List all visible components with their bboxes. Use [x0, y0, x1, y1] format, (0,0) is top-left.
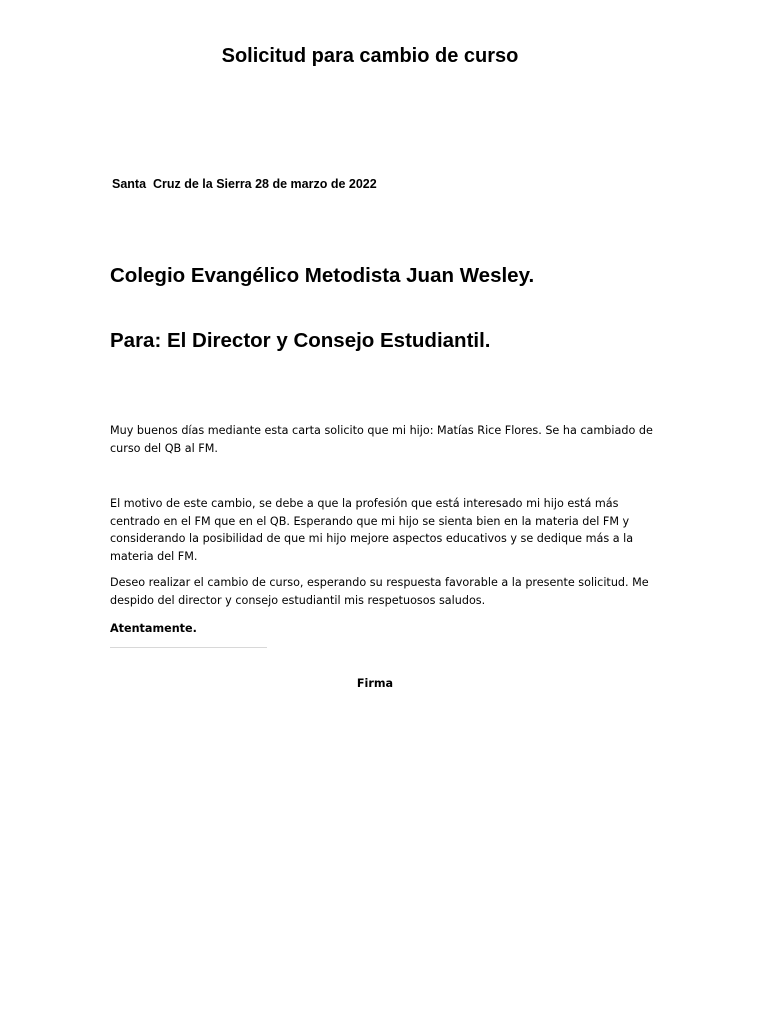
- date-line: Santa Cruz de la Sierra 28 de marzo de 2022: [112, 177, 377, 191]
- signature-label: Firma: [356, 677, 394, 690]
- document-title: Solicitud para cambio de curso: [221, 45, 519, 67]
- paragraph-farewell: Deseo realizar el cambio de curso, esperando su respuesta favorable a la presente solicitud. Me despido del director y consejo estudiantil mis respetuosos saludos.: [110, 576, 649, 607]
- closing-text: Atentamente.: [110, 622, 197, 635]
- paragraph-reason: El motivo de este cambio, se debe a que la profesión que está interesado mi hijo está más centrado en el FM que en el QB. Esperando que mi hijo se sienta bien en la materia del FM y considerando la posibilidad de que mi hijo mejore aspectos educativos y se dedique más a la materia del FM.: [110, 497, 634, 563]
- paragraph-request: Muy buenos días mediante esta carta solicito que mi hijo: Matías Rice Flores. Se ha cambiado de curso del QB al FM.: [110, 424, 653, 455]
- school-name: Colegio Evangélico Metodista Juan Wesley.: [110, 264, 535, 287]
- signature-line: [110, 647, 267, 648]
- recipient-line: Para: El Director y Consejo Estudiantil.: [110, 329, 491, 352]
